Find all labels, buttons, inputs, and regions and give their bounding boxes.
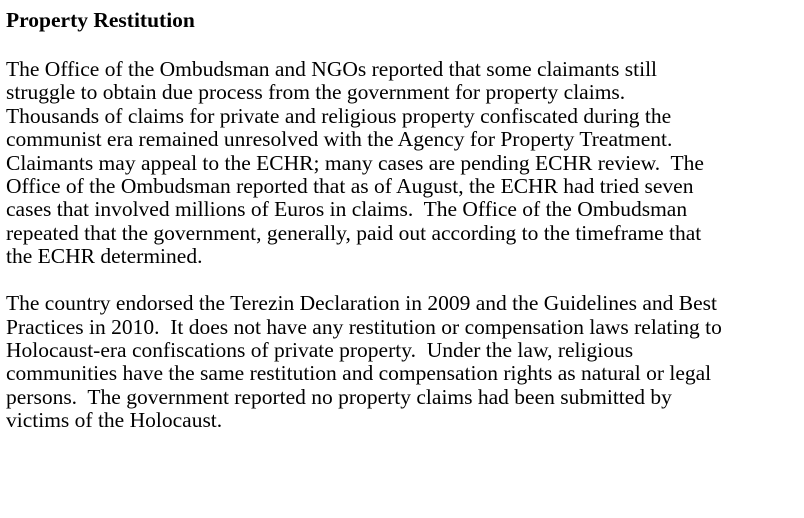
section-heading: Property Restitution: [6, 8, 195, 32]
text-line: The country endorsed the Terezin Declaration in 2009 and the Guidelines and Best: [6, 291, 717, 316]
text-line: victims of the Holocaust.: [6, 408, 223, 433]
text-line: cases that involved millions of Euros in claims. The Office of the Ombudsman: [6, 197, 688, 222]
document-page: [6, 6, 794, 433]
text-line: Practices in 2010. It does not have any restitution or compensation laws relating to: [6, 314, 722, 339]
text-line: communist era remained unresolved with the Agency for Property Treatment.: [6, 127, 673, 152]
text-line: communities have the same restitution and compensation rights as natural or legal: [6, 361, 712, 386]
text-line: Thousands of claims for private and religious property confiscated during the: [6, 103, 672, 128]
text-line: Claimants may appeal to the ECHR; many cases are pending ECHR review. The: [6, 150, 704, 175]
text-line: repeated that the government, generally, paid out according to the timeframe that: [6, 220, 702, 245]
text-line: Holocaust-era confiscations of private property. Under the law, religious: [6, 337, 634, 362]
text-line: struggle to obtain due process from the government for property claims.: [6, 80, 626, 105]
text-line: The Office of the Ombudsman and NGOs reported that some claimants still: [6, 57, 658, 81]
text-line: the ECHR determined.: [6, 244, 203, 269]
text-line: persons. The government reported no property claims had been submitted by: [6, 384, 672, 409]
paragraph-terezin: [6, 292, 794, 432]
paragraph-ombudsman: [6, 58, 794, 269]
text-line: Office of the Ombudsman reported that as of August, the ECHR had tried seven: [6, 174, 694, 199]
